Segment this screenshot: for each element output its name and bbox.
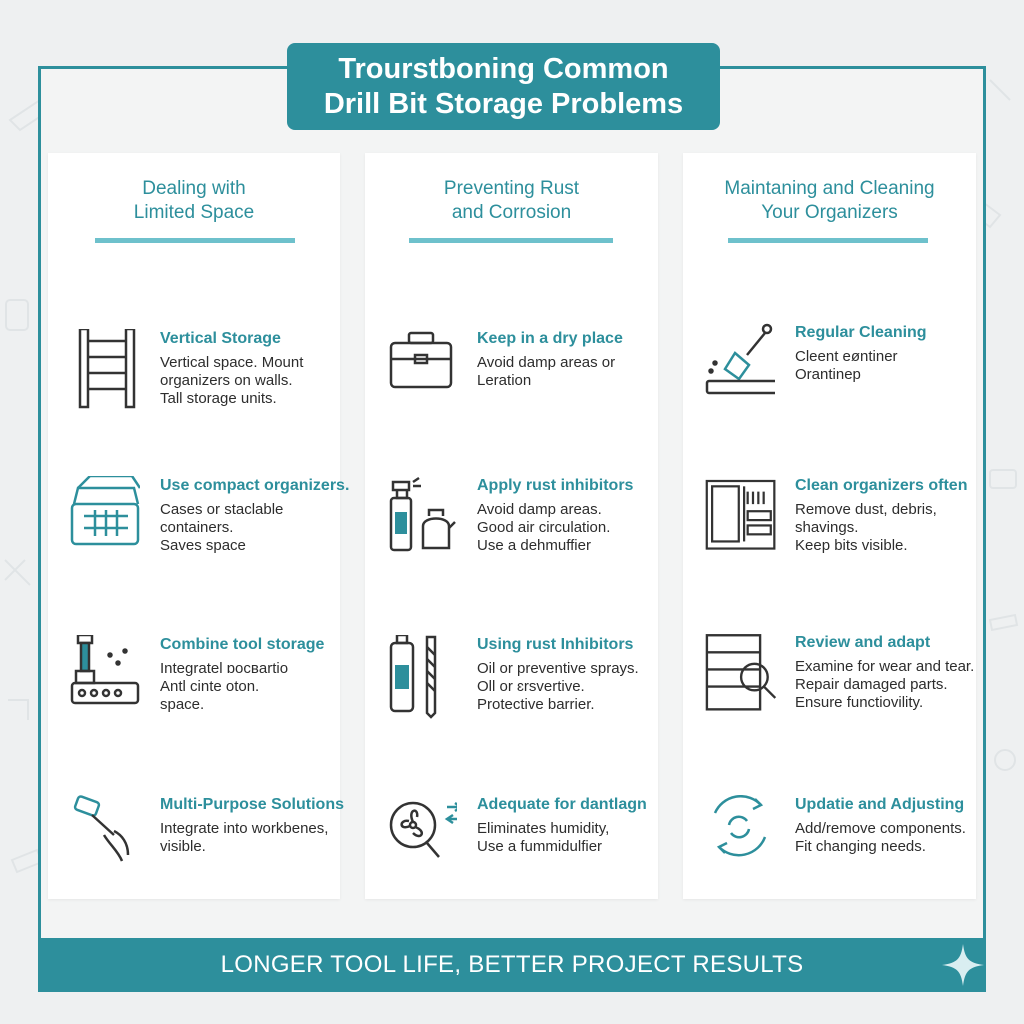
title-line-1: Trourstboning Common bbox=[338, 52, 669, 85]
brush-icon bbox=[705, 323, 775, 413]
spray-bottle-icon bbox=[387, 476, 457, 566]
item-title: Vertical Storage bbox=[160, 330, 281, 347]
item-text: Oll or ɛrsvertive. bbox=[477, 678, 585, 695]
item-title: Multi-Purpose Solutions bbox=[160, 796, 344, 813]
item-title: Combine tool storage bbox=[160, 636, 325, 653]
item-title: Apply rust inhibitors bbox=[477, 477, 634, 494]
item-text: Ensure functiovility. bbox=[795, 694, 924, 711]
heading-divider bbox=[409, 238, 613, 243]
heading-line-2: Limited Space bbox=[133, 202, 255, 223]
list-item bbox=[48, 635, 340, 745]
list-item bbox=[48, 795, 344, 905]
item-text: Repair damaged parts. bbox=[795, 676, 948, 693]
column-heading bbox=[683, 177, 976, 225]
item-text: Add/remove components. bbox=[795, 820, 966, 837]
item-title: Clean organizers often bbox=[795, 477, 968, 494]
item-text: space. bbox=[160, 696, 205, 713]
list-item bbox=[683, 323, 976, 433]
item-text: Antl cinte oton. bbox=[160, 678, 260, 695]
list-item bbox=[683, 476, 976, 586]
shelf-rack-icon bbox=[70, 329, 140, 419]
item-text: Integratel ɒocвartio bbox=[160, 660, 289, 677]
item-text: visible. bbox=[160, 838, 206, 855]
column-heading bbox=[48, 177, 340, 225]
list-item bbox=[365, 635, 658, 745]
column-heading bbox=[365, 177, 658, 225]
item-text: shavings. bbox=[795, 519, 859, 536]
list-item bbox=[48, 329, 340, 439]
item-text: Vertical space. Mount bbox=[160, 354, 304, 371]
column-maintenance bbox=[683, 153, 976, 899]
item-text: Saves space bbox=[160, 537, 246, 554]
cabinet-icon bbox=[705, 476, 775, 566]
item-text: Examine for wear and tear. bbox=[795, 658, 975, 675]
item-title: Updatie and Adjusting bbox=[795, 796, 965, 813]
item-title: Regular Cleaning bbox=[795, 324, 927, 341]
item-text: organizers on walls. bbox=[160, 372, 293, 389]
list-item bbox=[365, 476, 658, 586]
tool-station-icon bbox=[70, 635, 140, 725]
item-text: Use a dehmuffier bbox=[477, 537, 591, 554]
heading-line-1: Dealing with bbox=[142, 178, 246, 199]
item-text: Avoid damp areas or bbox=[477, 354, 616, 371]
item-text: Fit changing needs. bbox=[795, 838, 926, 855]
list-item bbox=[365, 795, 658, 905]
spray-can-drill-bit-icon bbox=[387, 635, 457, 725]
compact-case-icon bbox=[70, 476, 140, 566]
sparkle-icon bbox=[942, 944, 984, 986]
item-title: Keep in a dry place bbox=[477, 330, 623, 347]
list-item bbox=[365, 329, 658, 439]
list-item bbox=[48, 476, 350, 586]
item-text: Good air circulation. bbox=[477, 519, 611, 536]
heading-divider bbox=[95, 238, 295, 243]
footer-text: LONGER TOOL LIFE, BETTER PROJECT RESULTS bbox=[220, 951, 804, 978]
item-text: Orantinep bbox=[795, 366, 861, 383]
item-text: Eliminates humidity, bbox=[477, 820, 610, 837]
footer-banner bbox=[38, 938, 986, 992]
heading-line-2: and Corrosion bbox=[451, 202, 572, 223]
item-text: Keep bits visible. bbox=[795, 537, 908, 554]
item-title: Adequate for dantlagn bbox=[477, 796, 647, 813]
title-banner bbox=[287, 43, 720, 130]
item-text: Leration bbox=[477, 372, 532, 389]
column-limited-space bbox=[48, 153, 350, 899]
heading-line-1: Preventing Rust bbox=[443, 178, 580, 199]
heading-divider bbox=[728, 238, 928, 243]
refresh-cycle-icon bbox=[705, 795, 775, 885]
heading-line-1: Maintaning and Cleaning bbox=[724, 178, 935, 199]
item-text: Integrate into workbenes, bbox=[160, 820, 329, 837]
magnifier-rack-icon bbox=[705, 633, 775, 723]
item-text: Protective barrier. bbox=[477, 696, 595, 713]
item-text: Use a fummidulfier bbox=[477, 838, 603, 855]
item-text: Oil or preventive sprays. bbox=[477, 660, 639, 677]
list-item bbox=[683, 795, 976, 905]
item-title: Using rust Inhibitors bbox=[477, 636, 634, 653]
fan-icon bbox=[387, 795, 457, 885]
item-text: Avoid damp areas. bbox=[477, 501, 602, 518]
title-line-2: Drill Bit Storage Problems bbox=[323, 87, 684, 120]
toolbox-icon bbox=[387, 329, 457, 419]
item-text: Remove dust, debris, bbox=[795, 501, 937, 518]
item-text: Tall storage units. bbox=[160, 390, 277, 407]
item-title: Review and adapt bbox=[795, 634, 931, 651]
multi-tool-hand-icon bbox=[70, 795, 140, 885]
item-title: Use compact organizers. bbox=[160, 477, 350, 494]
heading-line-2: Your Organizers bbox=[761, 202, 898, 223]
list-item bbox=[683, 633, 976, 743]
item-text: Cleent eøntiner bbox=[795, 348, 898, 365]
item-text: containers. bbox=[160, 519, 234, 536]
item-text: Cases or staclable bbox=[160, 501, 284, 518]
column-rust-corrosion bbox=[365, 153, 658, 899]
